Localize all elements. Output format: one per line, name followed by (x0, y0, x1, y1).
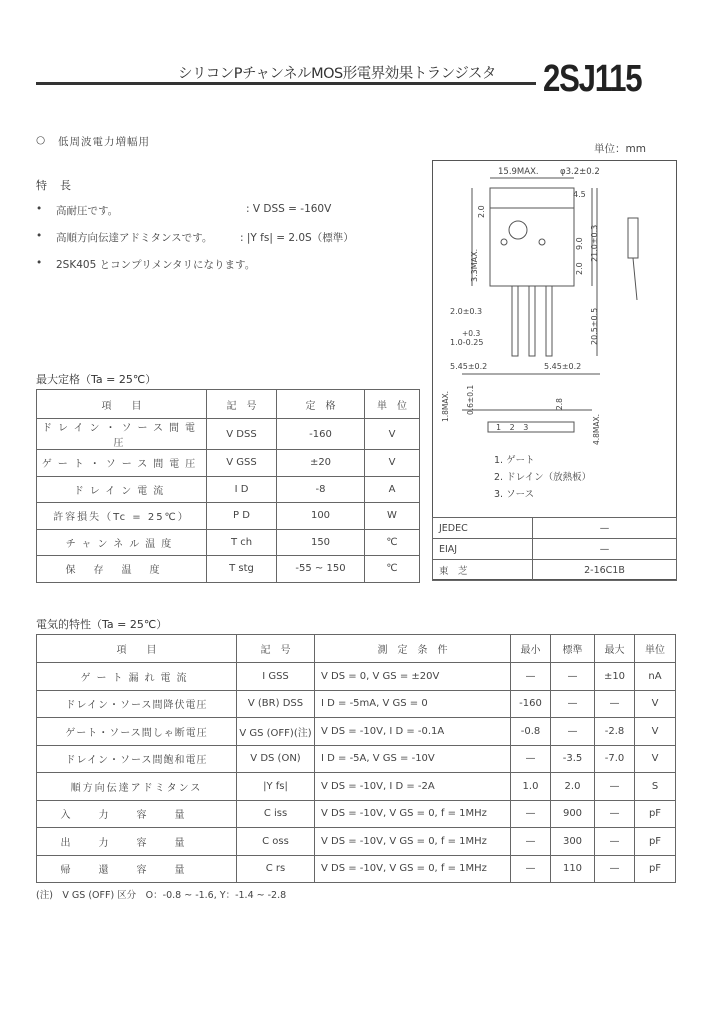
table-row (37, 419, 420, 450)
cell-symbol: C oss (237, 828, 315, 856)
cell-symbol: V DSS (207, 419, 277, 450)
table-row (37, 476, 420, 503)
table-row (433, 518, 677, 539)
cell-symbol: V (BR) DSS (237, 690, 315, 718)
dim-1-0: 1.0-0.25 (450, 338, 484, 347)
mount-hole (509, 221, 527, 239)
cell-typ: — (551, 690, 595, 718)
table-row (37, 663, 676, 691)
cell-item: ドレイン・ソース間電圧 (37, 419, 207, 450)
dim-pitch-1: 5.45±0.2 (450, 362, 488, 371)
dim-4-5: 4.5 (573, 190, 586, 199)
col-header: 記 号 (207, 390, 277, 419)
standard-value: 2-16C1B (533, 560, 677, 581)
cell-unit: V (365, 419, 420, 450)
cell-typ: — (551, 718, 595, 746)
dim-0-6: 0.6±0.1 (466, 384, 475, 415)
col-header: 最大 (595, 635, 635, 663)
col-header: 項 目 (37, 390, 207, 419)
dim-tolerance: +0.3 (462, 329, 481, 338)
dim-width-max: 15.9MAX. (498, 167, 539, 177)
pin-label: 3. ソース (494, 489, 535, 500)
col-header: 測 定 条 件 (315, 635, 511, 663)
table-row (37, 690, 676, 718)
elec-title: 電気的特性（Ta = 25℃） (36, 618, 168, 631)
dim-lead-width: 2.0±0.3 (450, 307, 483, 316)
cell-symbol: I GSS (237, 663, 315, 691)
feature-item: 2SK405 とコンプリメンタリになります。 (56, 259, 256, 271)
part-number: 2SJ115 (543, 58, 642, 100)
col-header: 項 目 (37, 635, 237, 663)
cell-symbol: C iss (237, 800, 315, 828)
feature-spec: : V DSS = -160V (246, 203, 332, 215)
feature-bullet: • (36, 257, 43, 269)
abs-max-title: 最大定格（Ta = 25℃） (36, 373, 157, 386)
cell-condition: V DS = 0, V GS = ±20V (315, 663, 511, 691)
table-row (37, 450, 420, 477)
table-row (37, 556, 420, 583)
cell-unit: pF (635, 800, 676, 828)
cell-symbol: T ch (207, 529, 277, 556)
standard-value: — (533, 539, 677, 560)
package-standards-table (432, 517, 677, 581)
cell-max: — (595, 800, 635, 828)
package-body (490, 208, 574, 286)
cell-max: — (595, 773, 635, 801)
dim-21-0: 21.0±0.3 (590, 224, 599, 262)
cell-rating: ±20 (277, 450, 365, 477)
pin-label: 2. ドレイン（放熱板） (494, 472, 592, 483)
cell-min: — (511, 855, 551, 883)
electrical-characteristics-table (36, 634, 676, 883)
dim-pitch-2: 5.45±0.2 (544, 362, 582, 371)
cell-unit: ℃ (365, 529, 420, 556)
feature-item: 高順方向伝達アドミタンスです。 (56, 232, 213, 244)
cell-min: — (511, 745, 551, 773)
cell-condition: V DS = -10V, I D = -0.1A (315, 718, 511, 746)
table-header-row (37, 635, 676, 663)
cell-unit: A (365, 476, 420, 503)
cell-condition: I D = -5mA, V GS = 0 (315, 690, 511, 718)
table-row (433, 560, 677, 581)
cell-item: ゲート・ソース間しゃ断電圧 (37, 718, 237, 746)
cell-max: — (595, 690, 635, 718)
features-title: 特 長 (36, 179, 72, 192)
cell-typ: 900 (551, 800, 595, 828)
feature-item: 高耐圧です。 (56, 205, 119, 217)
cell-rating: 150 (277, 529, 365, 556)
col-header: 単位 (635, 635, 676, 663)
application-bullet: ○ (36, 134, 46, 146)
cell-unit: nA (635, 663, 676, 691)
cell-item: ドレイン電流 (37, 476, 207, 503)
cell-unit: V (365, 450, 420, 477)
cell-max: — (595, 828, 635, 856)
cell-unit: pF (635, 828, 676, 856)
cell-item: ドレイン・ソース間飽和電圧 (37, 745, 237, 773)
col-header: 単 位 (365, 390, 420, 419)
lead-1 (512, 286, 518, 356)
cell-symbol: V DS (ON) (237, 745, 315, 773)
standard-name: EIAJ (433, 539, 533, 560)
cell-item: 順方向伝達アドミタンス (37, 773, 237, 801)
cell-max: — (595, 855, 635, 883)
cell-condition: V DS = -10V, V GS = 0, f = 1MHz (315, 800, 511, 828)
dim-4-8max: 4.8MAX. (592, 413, 601, 445)
cell-item: 出力容量 (37, 828, 237, 856)
col-header: 定 格 (277, 390, 365, 419)
cell-item: ドレイン・ソース間降伏電圧 (37, 690, 237, 718)
cell-typ: -3.5 (551, 745, 595, 773)
side-view-body (628, 218, 638, 258)
cell-rating: -8 (277, 476, 365, 503)
cell-condition: V DS = -10V, V GS = 0, f = 1MHz (315, 828, 511, 856)
feature-bullet: • (36, 203, 43, 215)
cell-item: 許容損失（Tc = 25℃） (37, 503, 207, 530)
datasheet-subtitle: シリコンPチャンネルMOS形電界効果トランジスタ (178, 66, 496, 82)
cell-unit: V (635, 745, 676, 773)
cell-condition: I D = -5A, V GS = -10V (315, 745, 511, 773)
pin-labels (494, 452, 591, 503)
cell-symbol: I D (207, 476, 277, 503)
dim-3-3max: 3.3MAX. (470, 248, 479, 282)
cell-symbol: C rs (237, 855, 315, 883)
feature-bullet: • (36, 230, 43, 242)
dim-2-0: 2.0 (477, 205, 486, 218)
cell-typ: — (551, 663, 595, 691)
cell-max: -7.0 (595, 745, 635, 773)
cell-item: 入力容量 (37, 800, 237, 828)
footnote: (注) V GS (OFF) 区分 O：-0.8 ~ -1.6, Y：-1.4 ~ -2.8 (36, 890, 287, 901)
pin-label: 1. ゲート (494, 455, 535, 466)
cell-min: — (511, 800, 551, 828)
feature-spec: : |Y fs| = 2.0S（標準） (240, 232, 354, 244)
table-row (37, 529, 420, 556)
cell-typ: 2.0 (551, 773, 595, 801)
cell-symbol: T stg (207, 556, 277, 583)
cell-unit: W (365, 503, 420, 530)
table-row (37, 828, 676, 856)
lead-3 (546, 286, 552, 356)
table-row (37, 855, 676, 883)
cell-rating: -160 (277, 419, 365, 450)
dim-9-0: 9.0 (575, 237, 584, 250)
cell-max: ±10 (595, 663, 635, 691)
cell-rating: 100 (277, 503, 365, 530)
cell-condition: V DS = -10V, V GS = 0, f = 1MHz (315, 855, 511, 883)
cell-unit: S (635, 773, 676, 801)
cell-symbol: |Y fs| (237, 773, 315, 801)
cell-symbol: P D (207, 503, 277, 530)
lead-2 (529, 286, 535, 356)
cell-typ: 110 (551, 855, 595, 883)
cell-rating: -55 ~ 150 (277, 556, 365, 583)
cell-item: チャンネル温度 (37, 529, 207, 556)
dim-2-8: 2.8 (555, 398, 564, 410)
dim-hole: φ3.2±0.2 (560, 167, 600, 177)
cell-min: — (511, 828, 551, 856)
col-header: 最小 (511, 635, 551, 663)
table-row (37, 503, 420, 530)
cell-symbol: V GS (OFF)(注) (237, 718, 315, 746)
cell-unit: V (635, 718, 676, 746)
cell-max: -2.8 (595, 718, 635, 746)
cell-unit: V (635, 690, 676, 718)
cell-unit: pF (635, 855, 676, 883)
cell-typ: 300 (551, 828, 595, 856)
col-header: 標準 (551, 635, 595, 663)
standard-value: — (533, 518, 677, 539)
dim-20-5: 20.5±0.5 (590, 307, 599, 345)
cell-min: 1.0 (511, 773, 551, 801)
cell-item: ゲート漏れ電流 (37, 663, 237, 691)
cell-min: -0.8 (511, 718, 551, 746)
table-row (433, 539, 677, 560)
dim-1-8max: 1.8MAX. (441, 390, 450, 422)
standard-name: JEDEC (433, 518, 533, 539)
abs-max-table (36, 389, 420, 583)
cell-symbol: V GSS (207, 450, 277, 477)
pin-numbers: 1 2 3 (496, 423, 532, 432)
table-header-row (37, 390, 420, 419)
unit-label: 単位：mm (594, 143, 646, 155)
application-text: 低周波電力増幅用 (58, 136, 150, 148)
package-tab (490, 188, 574, 208)
header-rule (36, 82, 536, 85)
cell-item: 帰還容量 (37, 855, 237, 883)
cell-condition: V DS = -10V, I D = -2A (315, 773, 511, 801)
table-row (37, 773, 676, 801)
cell-item: ゲート・ソース間電圧 (37, 450, 207, 477)
cell-min: -160 (511, 690, 551, 718)
cell-unit: ℃ (365, 556, 420, 583)
col-header: 記 号 (237, 635, 315, 663)
cell-min: — (511, 663, 551, 691)
cell-item: 保存温度 (37, 556, 207, 583)
dim-2-0b: 2.0 (575, 262, 584, 275)
table-row (37, 800, 676, 828)
table-row (37, 718, 676, 746)
table-row (37, 745, 676, 773)
standard-name: 東 芝 (433, 560, 533, 581)
